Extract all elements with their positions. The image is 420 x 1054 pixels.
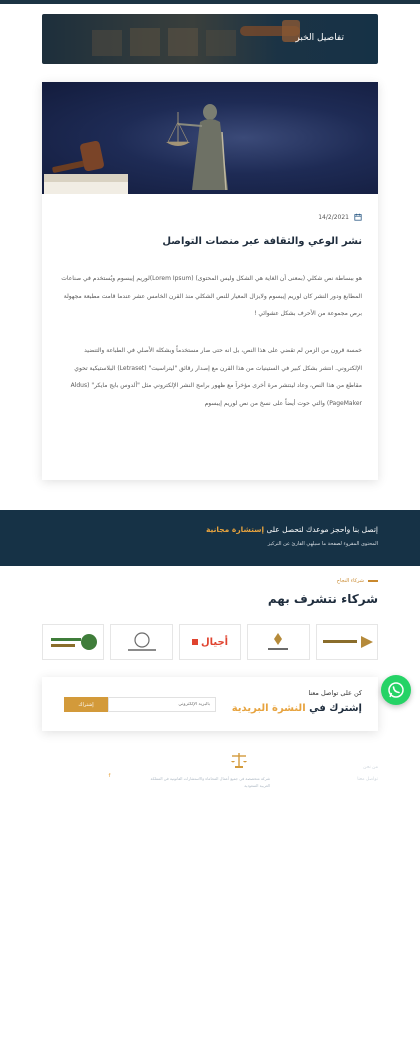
partner-logo-2-mark xyxy=(116,630,168,654)
article-date xyxy=(318,213,362,221)
article-title: نشر الوعي والثقافة عبر منصات التواصل xyxy=(162,236,362,247)
cta-subtitle: المحتوى المقروء لصفحة ما سيلهي القارئ عن التركيز xyxy=(267,541,378,547)
tiktok-icon[interactable]: ♪ xyxy=(96,772,101,779)
scales-logo-icon xyxy=(230,752,248,768)
partner-logo-1-mark xyxy=(47,630,99,654)
twitter-icon[interactable]: ✦ xyxy=(74,772,79,779)
partners-kicker-text: شركاء النجاح xyxy=(336,578,364,584)
partner-logo-2[interactable] xyxy=(110,624,172,660)
instagram-icon[interactable]: ◎ xyxy=(85,772,90,779)
cta-title-accent: إستشارة مجانية xyxy=(205,525,265,534)
footer-description: شركة متخصصة في جميع أعمال المحاماة والاستشارات القانونية في المملكة العربية السعودية xyxy=(150,776,270,788)
partner-logo-5[interactable] xyxy=(316,624,378,660)
brand-name-arabic: رؤية قانونية xyxy=(172,752,226,762)
newsletter-box xyxy=(42,677,378,731)
brand-name-english: LEGAL VISION xyxy=(178,762,226,768)
cta-title-prefix: إتصل بنا واحجز موعدك لتحصل على xyxy=(266,525,378,534)
article-paragraph-1: هو ببساطة نص شكلي (بمعنى أن الغاية هي الشكل وليس المحتوى) (Lorem Ipsum)لوريم إيبسوم ويُستخدم في صناعات المطابع ودور النشر كان لوريم إيبسوم ولايزال المعيار للنص الشكلي منذ القرن الخامس عشر عندما قامت مطبعة مجهولة برص مجموعة من الأحرف بشكل عشوائي ! xyxy=(61,275,362,317)
partner-logo-4-mark xyxy=(252,630,304,654)
newsletter-email-input[interactable] xyxy=(108,697,216,712)
youtube-icon[interactable]: ▶ xyxy=(41,772,46,779)
newsletter-title xyxy=(232,703,362,714)
page-title: تفاصيل الخبر xyxy=(295,33,344,43)
footer-link-about[interactable]: من نحن xyxy=(363,765,378,770)
gavel-background-image xyxy=(82,20,322,60)
cta-title xyxy=(206,525,378,534)
partners-title: شركاء نتشرف بهم xyxy=(267,592,378,606)
newsletter-title-accent: النشرة البريدية xyxy=(231,703,306,714)
calendar-icon xyxy=(354,213,362,221)
newsletter-subscribe-button[interactable]: إشتراك xyxy=(64,697,108,712)
article-date-text: 14/2/2021 xyxy=(318,213,349,221)
news-article-card xyxy=(42,82,378,480)
partner-logo-5-mark xyxy=(319,630,375,654)
contact-us-button[interactable]: إتصل بنا xyxy=(42,1040,88,1054)
partners-kicker xyxy=(337,578,378,584)
lady-justice-illustration xyxy=(42,82,378,194)
page-hero-banner xyxy=(42,14,378,64)
article-paragraph-2: خمسة قرون من الزمن لم تقضي على هذا النص، بل انه حتى صار مستخدماً وبشكله الأصلي في الطباعة والتنضيد الإلكتروني. انتشر بشكل كبير في الستينيات من هذا القرن مع إصدار رقائق "ليتراسيت" (Letraset) البلاستيكية تحوي مقاطع من هذا النص، وعاد لينتشر مرة أخرى مؤخراَ مع ظهور برامج النشر الإلكتروني مثل "ألدوس بايج مايكر" (Aldus PageMaker) والتي حوت أيضاً على نسخ من نص لوريم إيبسوم xyxy=(70,347,362,407)
footer-link-contact[interactable]: تواصل معنا xyxy=(357,777,378,782)
footer-brand-logo[interactable] xyxy=(172,752,248,768)
linkedin-icon[interactable]: in xyxy=(52,772,58,779)
snapchat-icon[interactable]: ☗ xyxy=(63,772,68,779)
facebook-icon[interactable]: f xyxy=(108,772,111,779)
footer-social-icons xyxy=(40,772,113,779)
footer-links-title: روابط هامة xyxy=(347,752,378,758)
newsletter-title-prefix: إشترك في xyxy=(309,703,362,714)
partner-logo-3-square-icon xyxy=(192,639,198,645)
footer-follow-title: تابعنا xyxy=(102,757,115,763)
partner-logo-3[interactable] xyxy=(179,624,241,660)
partner-logo-1[interactable] xyxy=(42,624,104,660)
newsletter-kicker: كن على تواصل معنا xyxy=(308,689,362,697)
partners-carousel[interactable] xyxy=(42,624,378,660)
whatsapp-floating-button[interactable] xyxy=(381,675,411,705)
partner-logo-4[interactable] xyxy=(247,624,309,660)
partner-logo-3-text: أجيال xyxy=(200,636,229,648)
whatsapp-icon xyxy=(387,681,405,699)
top-bar xyxy=(0,0,420,4)
article-image xyxy=(42,82,378,194)
kicker-dash-icon xyxy=(368,580,378,582)
